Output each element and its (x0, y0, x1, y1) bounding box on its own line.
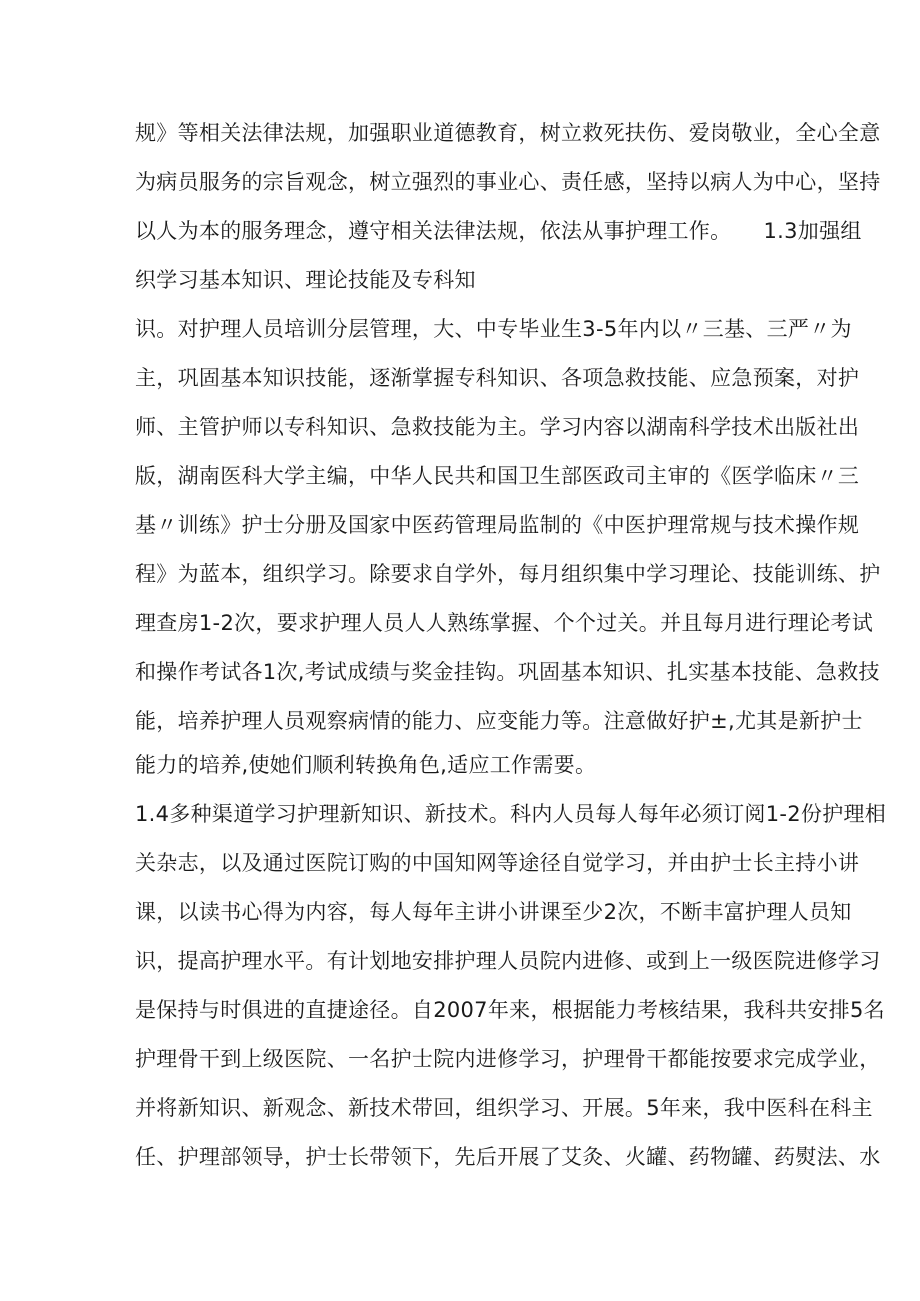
text-line: 关杂志，以及通过医院订购的中国知网等途径自觉学习，并由护士长主持小讲 (135, 851, 860, 875)
text-line: 任、护理部领导，护士长带领下，先后开展了艾灸、火罐、药物罐、药熨法、水 (135, 1145, 881, 1169)
text-line: 和操作考试各1次,考试成绩与奖金挂钩。巩固基本知识、扎实基本技能、急救技 (135, 660, 880, 684)
text-line: 基〃训练》护士分册及国家中医药管理局监制的《中医护理常规与技术操作规 (135, 513, 860, 537)
text-line: 并将新知识、新观念、新技术带回，组织学习、开展。5年来，我中医科在科主 (135, 1096, 873, 1120)
text-line: 是保持与时俱进的直捷途径。自2007年来，根据能力考核结果，我科共安排5名 (135, 998, 885, 1022)
text-line: 能，培养护理人员观察病情的能力、应变能力等。注意做好护±,尤其是新护士 (135, 709, 863, 733)
text-line: 规》等相关法律法规，加强职业道德教育，树立救死扶伤、爱岗敬业，全心全意 (135, 121, 881, 145)
text-line: 主，巩固基本知识技能，逐渐掌握专科知识、各项急救技能、应急预案，对护 (135, 366, 860, 390)
text-line: 以人为本的服务理念，遵守相关法律法规，依法从事护理工作。 1.3加强组 (135, 219, 862, 243)
text-line: 织学习基本知识、理论技能及专科知 (135, 268, 476, 292)
text-line: 程》为蓝本，组织学习。除要求自学外，每月组织集中学习理论、技能训练、护 (135, 562, 881, 586)
text-line: 1.4多种渠道学习护理新知识、新技术。科内人员每人每年必须订阅1-2份护理相 (135, 802, 887, 826)
text-line: 护理骨干到上级医院、一名护士院内进修学习，护理骨干都能按要求完成学业， (135, 1047, 881, 1071)
text-line: 理查房1-2次，要求护理人员人人熟练掌握、个个过关。并且每月进行理论考试 (135, 611, 874, 635)
text-line: 师、主管护师以专科知识、急救技能为主。学习内容以湖南科学技术出版社出 (135, 415, 860, 439)
text-line: 为病员服务的宗旨观念，树立强烈的事业心、责任感，坚持以病人为中心，坚持 (135, 170, 881, 194)
text-line: 识。对护理人员培训分层管理，大、中专毕业生3-5年内以〃三基、三严〃为 (135, 317, 852, 341)
text-line: 版，湖南医科大学主编，中华人民共和国卫生部医政司主审的《医学临床〃三 (135, 464, 860, 488)
text-line: 能力的培养,使她们顺利转换角色,适应工作需要。 (135, 753, 597, 777)
text-line: 识，提高护理水平。有计划地安排护理人员院内进修、或到上一级医院进修学习 (135, 949, 881, 973)
text-line: 课，以读书心得为内容，每人每年主讲小讲课至少2次，不断丰富护理人员知 (135, 900, 852, 924)
